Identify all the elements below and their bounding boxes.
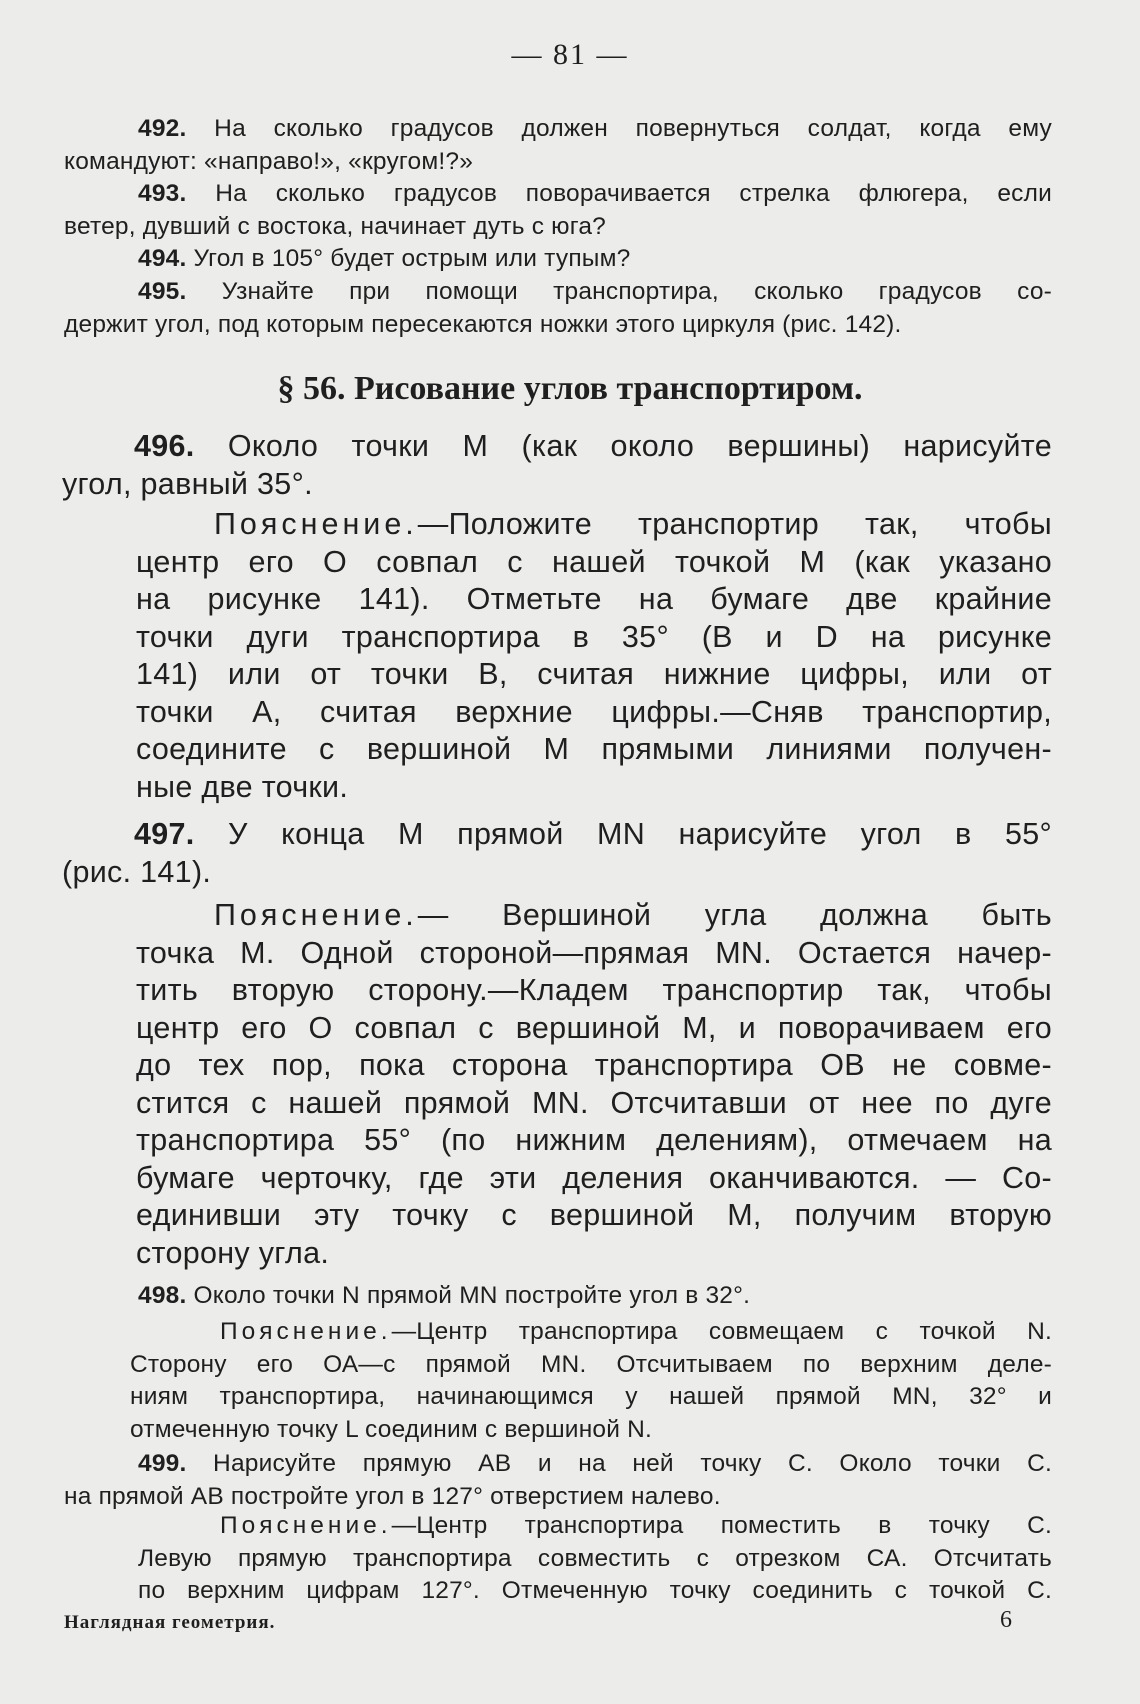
exercise-text: На сколько градусов должен повернуться солдат, когда ему: [214, 115, 1053, 142]
explanation-label: Пояснение.: [214, 507, 418, 541]
exercise-text: держит угол, под которым пересекаются ножки этого циркуля (рис. 142).: [64, 310, 902, 338]
exercise-text: (рис. 141).: [62, 854, 212, 889]
exercise-number: 493.: [138, 180, 187, 207]
section-title: § 56. Рисование углов транспортиром.: [277, 370, 863, 407]
explanation-label: Пояснение.: [220, 1512, 392, 1539]
exercise-number: 497.: [134, 817, 195, 851]
exercise-495: [64, 276, 1052, 341]
exercise-text: ветер, дувший с востока, начинает дуть с юга?: [64, 212, 606, 240]
exercise-494: [64, 243, 1052, 276]
exercise-number: 492.: [138, 115, 187, 142]
exercise-number: 495.: [138, 278, 187, 305]
exercise-499: [64, 1448, 1052, 1513]
explanation-label: Пояснение.: [214, 898, 418, 932]
footer-book-title: Наглядная геометрия.: [64, 1612, 276, 1633]
exercise-text: Около точки N прямой МN постройте угол в 32°.: [193, 1282, 751, 1309]
exercise-number: 499.: [138, 1450, 187, 1477]
exercise-text: Узнайте при помощи транспортира, сколько градусов со-: [221, 278, 1053, 305]
exercise-text: угол, равный 35°.: [62, 466, 313, 501]
exercise-496: [62, 428, 1052, 503]
footer-signature: 6: [1000, 1607, 1012, 1633]
exercise-number: 496.: [134, 429, 195, 463]
exercise-text: командуют: «направо!», «кругом!?»: [64, 147, 474, 175]
explanation-label: Пояснение.: [220, 1318, 392, 1345]
exercise-text: Нарисуйте прямую АВ и на ней точку С. Около точки С.: [213, 1450, 1052, 1477]
exercise-number: 498.: [138, 1282, 187, 1309]
exercise-492: [64, 113, 1052, 178]
explanation-498: Пояснение.—Центр транспортира совмещаем с точкой N. Сторону его ОА—с прямой МN. Отсчитываем по верхним деле- ниям транспортира, начинающимся у нашей прямой МN, 32° и отмеченную точку L соединим с вершиной N.: [130, 1318, 1052, 1443]
exercise-493: [64, 178, 1052, 243]
explanation-496: Пояснение.—Положите транспортир так, чтобы центр его О совпал с нашей точкой М (как указано на рисунке 141). Отметьте на бумаге две крайние точки дуги транспортира в 35° (В и D на рисунке 141) или от точки В, считая нижние цифры, или от точки А, считая верхние цифры.—Сняв транспортир, соедините с вершиной М прямыми линиями получен- ные две точки.: [136, 507, 1052, 804]
explanation-497: Пояснение.— Вершиной угла должна быть точка М. Одной стороной—прямая МN. Остается начер- тить вторую сторону.—Кладем транспортир так, чтобы центр его О совпал с вершиной М, и поворачиваем его до тех пор, пока сторона транспортира ОВ не совме- стится с нашей прямой МN. Отсчитавши от нее по дуге транспортира 55° (по нижним делениям), отмечаем на бумаге черточку, где эти деления оканчиваются. — Со- единивши эту точку с вершиной М, получим вторую сторону угла.: [136, 898, 1052, 1270]
exercise-498: [64, 1280, 1052, 1313]
exercise-text: Около точки М (как около вершины) нарисуйте: [227, 429, 1052, 463]
exercise-number: 494.: [138, 245, 187, 272]
exercise-497: [62, 816, 1052, 891]
explanation-499: Пояснение.—Центр транспортира поместить в точку С. Левую прямую транспортира совместить с отрезком СА. Отсчитать по верхним цифрам 127°. Отмеченную точку соединить с точкой С.: [138, 1512, 1052, 1604]
exercise-text: на прямой АВ постройте угол в 127° отверстием налево.: [64, 1482, 721, 1510]
exercise-text: Угол в 105° будет острым или тупым?: [193, 245, 631, 272]
page-number-header: — 81 —: [511, 38, 629, 71]
exercise-text: На сколько градусов поворачивается стрелка флюгера, если: [215, 180, 1052, 207]
exercise-text: У конца М прямой МN нарисуйте угол в 55°: [228, 817, 1052, 851]
